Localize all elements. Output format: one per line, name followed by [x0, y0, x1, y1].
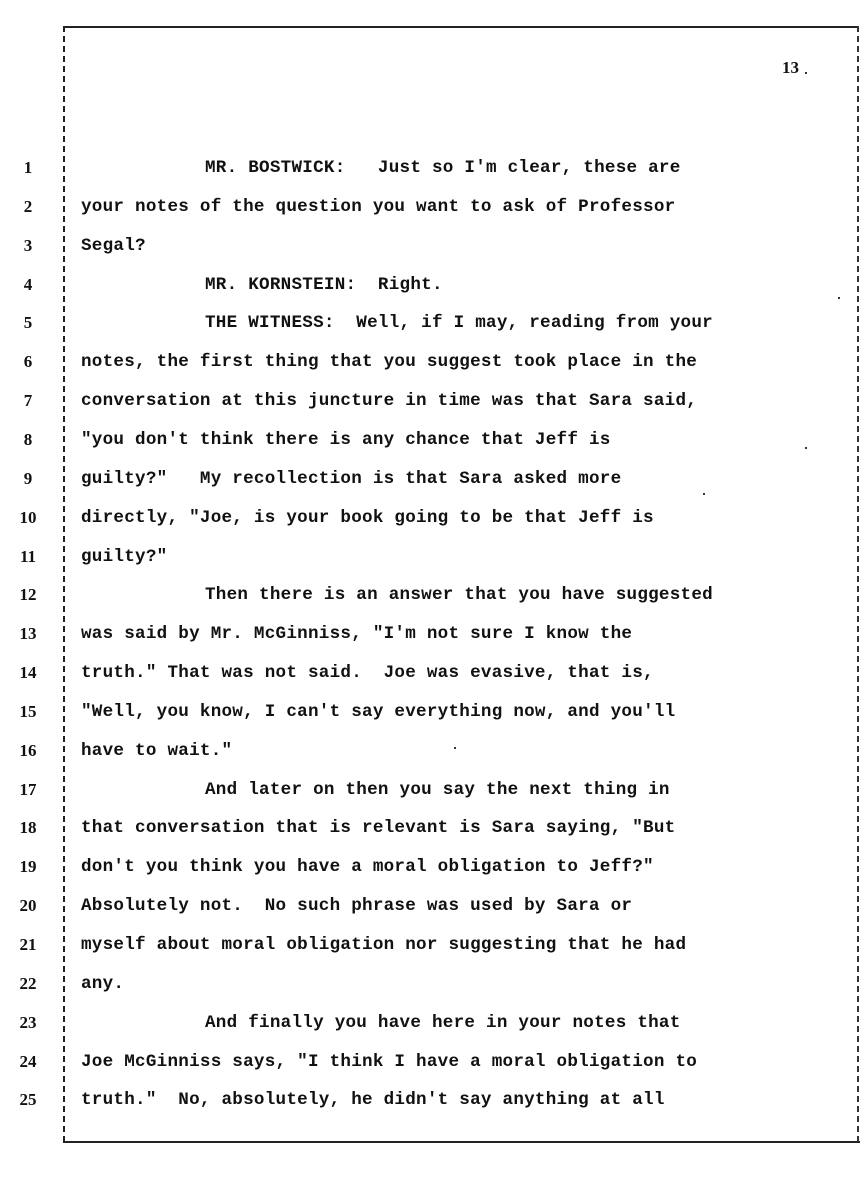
transcript-line [0, 700, 860, 724]
line-text: directly, "Joe, is your book going to be that Jeff is [81, 508, 654, 528]
line-number: 9 [23, 469, 33, 488]
line-text: don't you think you have a moral obligation to Jeff?" [81, 857, 654, 877]
line-text: Joe McGinniss says, "I think I have a moral obligation to [81, 1052, 698, 1072]
line-text: Absolutely not. No such phrase was used by Sara or [81, 896, 633, 916]
line-number: 22 [19, 974, 37, 993]
transcript-line [0, 1050, 860, 1074]
line-number: 16 [19, 741, 37, 760]
line-text: THE WITNESS: Well, if I may, reading from your [205, 313, 713, 333]
line-text: have to wait." [81, 741, 233, 761]
line-number: 4 [23, 275, 33, 294]
transcript-line [0, 545, 860, 569]
transcript-line [0, 661, 860, 685]
page-border-top [63, 26, 858, 28]
line-text: truth." No, absolutely, he didn't say anything at all [81, 1090, 665, 1110]
transcript-line [0, 195, 860, 219]
line-number: 2 [23, 197, 33, 216]
transcript-line [0, 583, 860, 607]
line-number: 3 [23, 236, 33, 255]
line-text: MR. BOSTWICK: Just so I'm clear, these are [205, 158, 681, 178]
line-text: guilty?" My recollection is that Sara asked more [81, 469, 622, 489]
line-text: conversation at this juncture in time was that Sara said, [81, 391, 698, 411]
line-text: guilty?" [81, 547, 168, 567]
transcript-line [0, 622, 860, 646]
line-number: 23 [19, 1013, 37, 1032]
line-number: 12 [19, 585, 37, 604]
scan-speck [838, 297, 840, 299]
line-number: 14 [19, 663, 37, 682]
line-number: 17 [19, 780, 37, 799]
line-number: 19 [19, 857, 37, 876]
line-number: 15 [19, 702, 37, 721]
line-number: 10 [19, 508, 37, 527]
line-text: notes, the first thing that you suggest took place in the [81, 352, 698, 372]
transcript-line [0, 234, 860, 258]
line-number: 1 [23, 158, 33, 177]
transcript-line [0, 894, 860, 918]
transcript-line [0, 778, 860, 802]
transcript-line [0, 273, 860, 297]
line-text: And later on then you say the next thing in [205, 780, 670, 800]
line-text: any. [81, 974, 125, 994]
line-number: 25 [19, 1090, 37, 1109]
line-text: MR. KORNSTEIN: Right. [205, 275, 443, 295]
line-text: "you don't think there is any chance that Jeff is [81, 430, 611, 450]
line-number: 7 [23, 391, 33, 410]
transcript-line [0, 972, 860, 996]
line-text: truth." That was not said. Joe was evasive, that is, [81, 663, 654, 683]
transcript-line [0, 389, 860, 413]
transcript-line [0, 506, 860, 530]
scan-speck [805, 447, 807, 449]
line-number: 6 [23, 352, 33, 371]
line-text: "Well, you know, I can't say everything now, and you'll [81, 702, 676, 722]
line-text: that conversation that is relevant is Sara saying, "But [81, 818, 676, 838]
line-text: Then there is an answer that you have suggested [205, 585, 713, 605]
transcript-line [0, 1088, 860, 1112]
line-number: 21 [19, 935, 37, 954]
transcript-line [0, 156, 860, 180]
line-number: 8 [23, 430, 33, 449]
transcript-line [0, 311, 860, 335]
transcript-line [0, 739, 860, 763]
scan-speck [805, 72, 807, 74]
scan-speck [454, 747, 456, 749]
transcript-line [0, 467, 860, 491]
line-number: 20 [19, 896, 37, 915]
line-number: 11 [19, 547, 37, 566]
transcript-line [0, 350, 860, 374]
page-number: 13 [782, 58, 799, 77]
scan-speck [703, 493, 705, 495]
line-number: 24 [19, 1052, 37, 1071]
line-number: 18 [19, 818, 37, 837]
transcript-line [0, 855, 860, 879]
line-text: Segal? [81, 236, 146, 256]
transcript-line [0, 1011, 860, 1035]
line-text: myself about moral obligation nor suggesting that he had [81, 935, 687, 955]
transcript-line [0, 816, 860, 840]
line-text: was said by Mr. McGinniss, "I'm not sure I know the [81, 624, 633, 644]
line-text: your notes of the question you want to ask of Professor [81, 197, 676, 217]
line-text: And finally you have here in your notes that [205, 1013, 681, 1033]
transcript-line [0, 933, 860, 957]
line-number: 13 [19, 624, 37, 643]
transcript-line [0, 428, 860, 452]
line-number: 5 [23, 313, 33, 332]
page-border-bottom [63, 1141, 860, 1143]
